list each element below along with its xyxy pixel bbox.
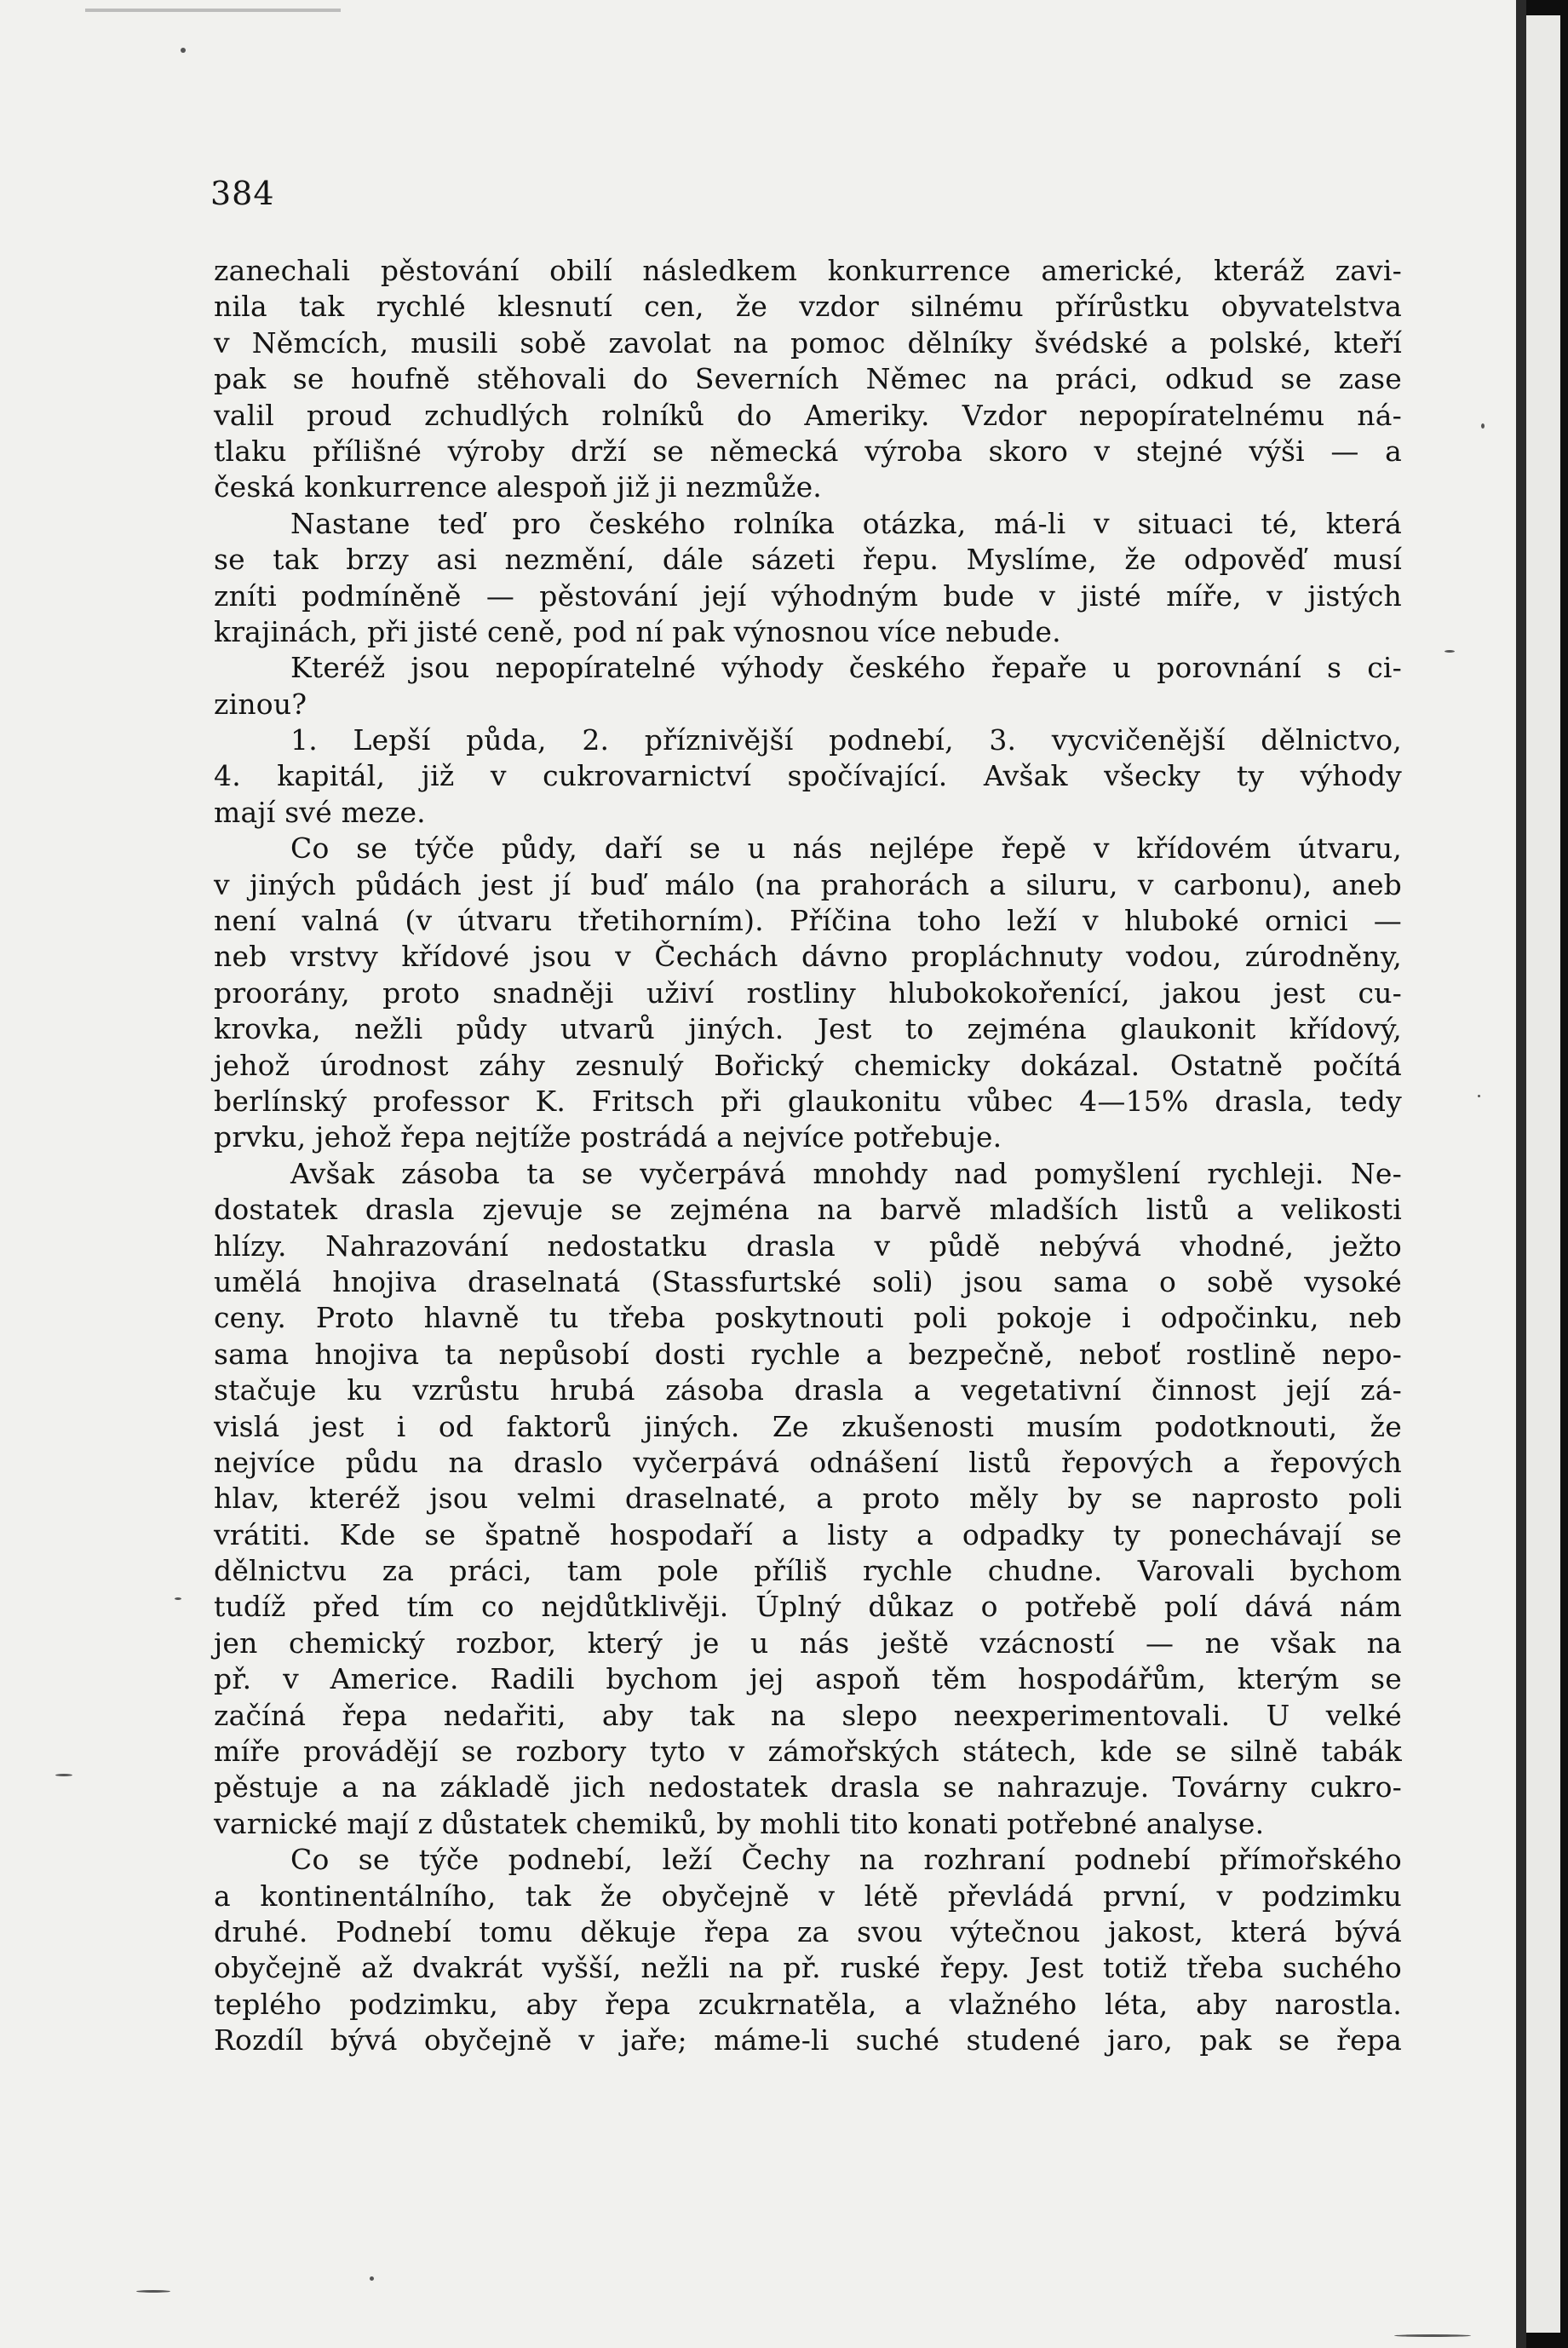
- text-line: jehož úrodnost záhy zesnulý Bořický chemicky dokázal. Ostatně počítá: [214, 1048, 1402, 1082]
- scan-speck: [1394, 2334, 1471, 2337]
- scan-speck: [1445, 650, 1455, 653]
- text-line: dostatek drasla zjevuje se zejména na barvě mladších listů a velikosti: [214, 1193, 1402, 1227]
- text-line: míře provádějí se rozbory tyto v zámořských státech, kde se silně tabák: [214, 1735, 1402, 1769]
- text-line: dělnictvu za práci, tam pole příliš rychle chudne. Varovali bychom: [214, 1554, 1402, 1588]
- scan-speck: [175, 1597, 181, 1600]
- text-line: mají své meze.: [214, 795, 426, 829]
- text-line: Kteréž jsou nepopíratelné výhody českého řepaře u porovnání s ci-: [290, 651, 1402, 685]
- text-line: česká konkurrence alespoň již ji nezmůže.: [214, 470, 822, 504]
- scan-speck: [136, 2290, 170, 2293]
- text-line: v Němcích, musili sobě zavolat na pomoc dělníky švédské a polské, kteří: [214, 325, 1402, 360]
- text-line: Co se týče podnebí, leží Čechy na rozhraní podnebí přímořského: [290, 1843, 1402, 1877]
- text-line: Co se týče půdy, daří se u nás nejlépe řepě v křídovém útvaru,: [290, 832, 1402, 866]
- text-line: varnické mají z důstatek chemiků, by mohli tito konati potřebné analyse.: [214, 1806, 1265, 1840]
- text-line: krajinách, při jisté ceně, pod ní pak výnosnou více nebude.: [214, 614, 1061, 648]
- text-line: sama hnojiva ta nepůsobí dosti rychle a bezpečně, neboť rostlině nepo-: [214, 1337, 1402, 1371]
- text-line: začíná řepa nedařiti, aby tak na slepo neexperimentovali. U velké: [214, 1698, 1402, 1732]
- text-line: tlaku přílišné výroby drží se německá výroba skoro v stejné výši — a: [214, 434, 1402, 468]
- text-line: se tak brzy asi nezmění, dále sázeti řepu. Myslíme, že odpověď musí: [214, 543, 1402, 577]
- text-line: krovka, nežli půdy utvarů jiných. Jest to zejména glaukonit křídový,: [214, 1012, 1402, 1046]
- text-line: zinou?: [214, 687, 307, 721]
- text-line: proorány, proto snadněji uživí rostliny hlubokokořenící, jakou jest cu-: [214, 975, 1402, 1010]
- text-line: nejvíce půdu na draslo vyčerpává odnášení listů řepových a řepových: [214, 1445, 1402, 1479]
- text-line: v jiných půdách jest jí buď málo (na prahorách a siluru, v carbonu), aneb: [214, 867, 1402, 901]
- text-line: nila tak rychlé klesnutí cen, že vzdor silnému přírůstku obyvatelstva: [214, 290, 1402, 324]
- text-line: 1. Lepší půda, 2. příznivější podnebí, 3. vycvičenější dělnictvo,: [290, 723, 1402, 757]
- scan-speck: [1478, 1095, 1480, 1097]
- text-line: zníti podmíněně — pěstování její výhodným bude v jisté míře, v jistých: [214, 578, 1402, 613]
- scan-speck: [181, 48, 186, 53]
- text-line: jen chemický rozbor, který je u nás ještě vzácností — ne však na: [214, 1626, 1402, 1660]
- text-line: obyčejně až dvakrát vyšší, nežli na př. ruské řepy. Jest totiž třeba suchého: [214, 1951, 1402, 1985]
- text-line: druhé. Podnebí tomu děkuje řepa za svou výtečnou jakost, která bývá: [214, 1914, 1402, 1948]
- scan-speck: [370, 2276, 374, 2281]
- text-line: Avšak zásoba ta se vyčerpává mnohdy nad pomyšlení rychleji. Ne-: [290, 1156, 1402, 1190]
- text-line: Rozdíl bývá obyčejně v jaře; máme-li suché studené jaro, pak se řepa: [214, 2023, 1402, 2057]
- text-line: umělá hnojiva draselnatá (Stassfurtské soli) jsou sama o sobě vysoké: [214, 1264, 1402, 1298]
- body-text: [214, 253, 1402, 2059]
- text-line: teplého podzimku, aby řepa zcukrnatěla, a vlažného léta, aby narostla.: [214, 1987, 1402, 2021]
- page-number: 384: [210, 175, 275, 212]
- text-line: pěstuje a na základě jich nedostatek drasla se nahrazuje. Továrny cukro-: [214, 1770, 1402, 1804]
- page-edge-shadow: [1516, 0, 1526, 2348]
- text-line: neb vrstvy křídové jsou v Čechách dávno propláchnuty vodou, zúrodněny,: [214, 940, 1402, 974]
- scan-edge-mark: [85, 9, 341, 12]
- text-line: a kontinentálního, tak že obyčejně v létě převládá první, v podzimku: [214, 1879, 1402, 1913]
- text-line: vrátiti. Kde se špatně hospodaří a listy a odpadky ty ponechávají se: [214, 1517, 1402, 1551]
- text-line: tudíž před tím co nejdůtklivěji. Úplný důkaz o potřebě polí dává nám: [214, 1590, 1402, 1624]
- text-line: stačuje ku vzrůstu hrubá zásoba drasla a vegetativní činnost její zá-: [214, 1373, 1402, 1407]
- text-line: berlínský professor K. Fritsch při glaukonitu vůbec 4—15% drasla, tedy: [214, 1084, 1402, 1118]
- text-line: zanechali pěstování obilí následkem konkurrence americké, kteráž zavi-: [214, 254, 1402, 287]
- text-line: 4. kapitál, již v cukrovarnictví spočívající. Avšak všecky ty výhody: [214, 759, 1402, 793]
- text-line: př. v Americe. Radili bychom jej aspoň těm hospodářům, kterým se: [214, 1662, 1402, 1696]
- scan-speck: [1481, 423, 1485, 429]
- next-page-edge: [1526, 15, 1560, 2333]
- text-line: prvku, jehož řepa nejtíže postrádá a nejvíce potřebuje.: [214, 1120, 1002, 1154]
- text-line: hlízy. Nahrazování nedostatku drasla v půdě nebývá vhodné, ježto: [214, 1229, 1402, 1263]
- text-line: vislá jest i od faktorů jiných. Ze zkušenosti musím podotknouti, že: [214, 1409, 1402, 1443]
- text-line: pak se houfně stěhovali do Severních Němec na práci, odkud se zase: [214, 362, 1402, 396]
- text-line: Nastane teď pro českého rolníka otázka, má-li v situaci té, která: [290, 506, 1402, 540]
- scan-speck: [55, 1774, 72, 1776]
- text-line: ceny. Proto hlavně tu třeba poskytnouti poli pokoje i odpočinku, neb: [214, 1301, 1402, 1335]
- text-line: valil proud zchudlých rolníků do Ameriky. Vzdor nepopíratelnému ná-: [214, 398, 1402, 432]
- text-line: není valná (v útvaru třetihorním). Příčina toho leží v hluboké ornici —: [214, 904, 1402, 938]
- text-line: hlav, kteréž jsou velmi draselnaté, a proto měly by se naprosto poli: [214, 1482, 1402, 1516]
